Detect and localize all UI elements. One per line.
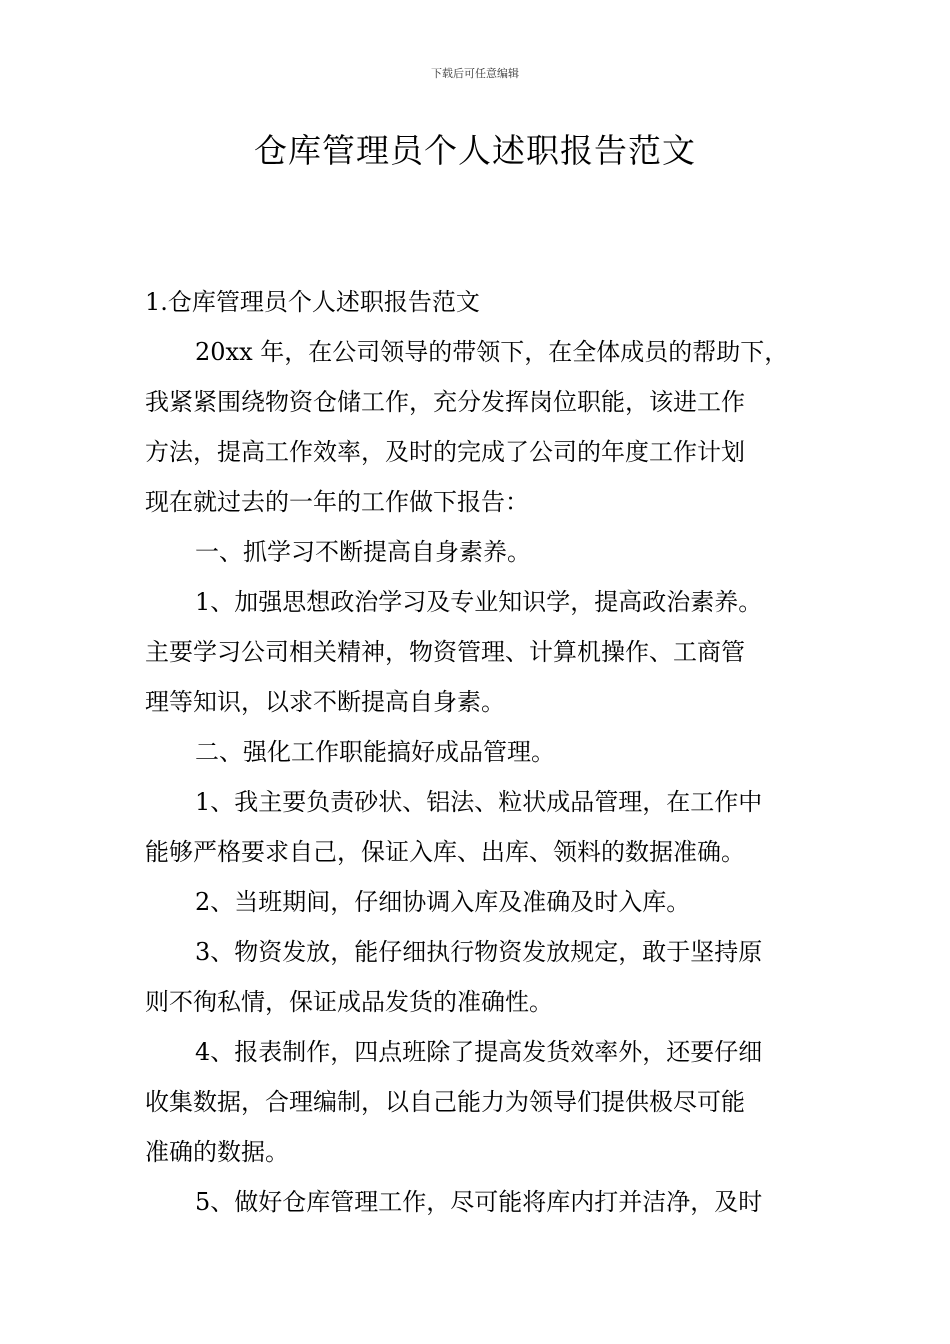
body-line: 准确的数据。 <box>145 1138 289 1166</box>
body-line: 1、加强思想政治学习及专业知识学，提高政治素养。 <box>195 588 763 616</box>
body-line: 2、当班期间，仔细协调入库及准确及时入库。 <box>195 888 691 916</box>
body-line: 1、我主要负责砂状、铝法、粒状成品管理，在工作中 <box>195 788 763 816</box>
subsection-heading: 二、强化工作职能搞好成品管理。 <box>195 738 555 766</box>
body-line: 方法，提高工作效率，及时的完成了公司的年度工作计划 <box>145 438 745 466</box>
body-line: 4、报表制作，四点班除了提高发货效率外，还要仔细 <box>195 1038 763 1066</box>
document-title: 仓库管理员个人述职报告范文 <box>254 131 696 170</box>
body-line: 我紧紧围绕物资仓储工作，充分发挥岗位职能，该进工作 <box>145 388 745 416</box>
body-line: 则不徇私情，保证成品发货的准确性。 <box>145 988 553 1016</box>
document-body <box>145 277 810 1227</box>
body-line: 主要学习公司相关精神，物资管理、计算机操作、工商管 <box>145 638 745 666</box>
body-line: 20xx 年，在公司领导的带领下，在全体成员的帮助下， <box>195 338 789 366</box>
section-heading: 1.仓库管理员个人述职报告范文 <box>145 288 480 316</box>
header-note: 下载后可任意编辑 <box>431 67 519 80</box>
body-line: 理等知识，以求不断提高自身素。 <box>145 688 505 716</box>
subsection-heading: 一、抓学习不断提高自身素养。 <box>195 538 531 566</box>
body-line: 现在就过去的一年的工作做下报告： <box>145 488 529 516</box>
body-line: 5、做好仓库管理工作，尽可能将库内打并洁净，及时 <box>195 1188 763 1216</box>
body-line: 收集数据，合理编制，以自己能力为领导们提供极尽可能 <box>145 1088 745 1116</box>
body-line: 3、物资发放，能仔细执行物资发放规定，敢于坚持原 <box>195 938 763 966</box>
body-line: 能够严格要求自己，保证入库、出库、领料的数据准确。 <box>145 838 745 866</box>
